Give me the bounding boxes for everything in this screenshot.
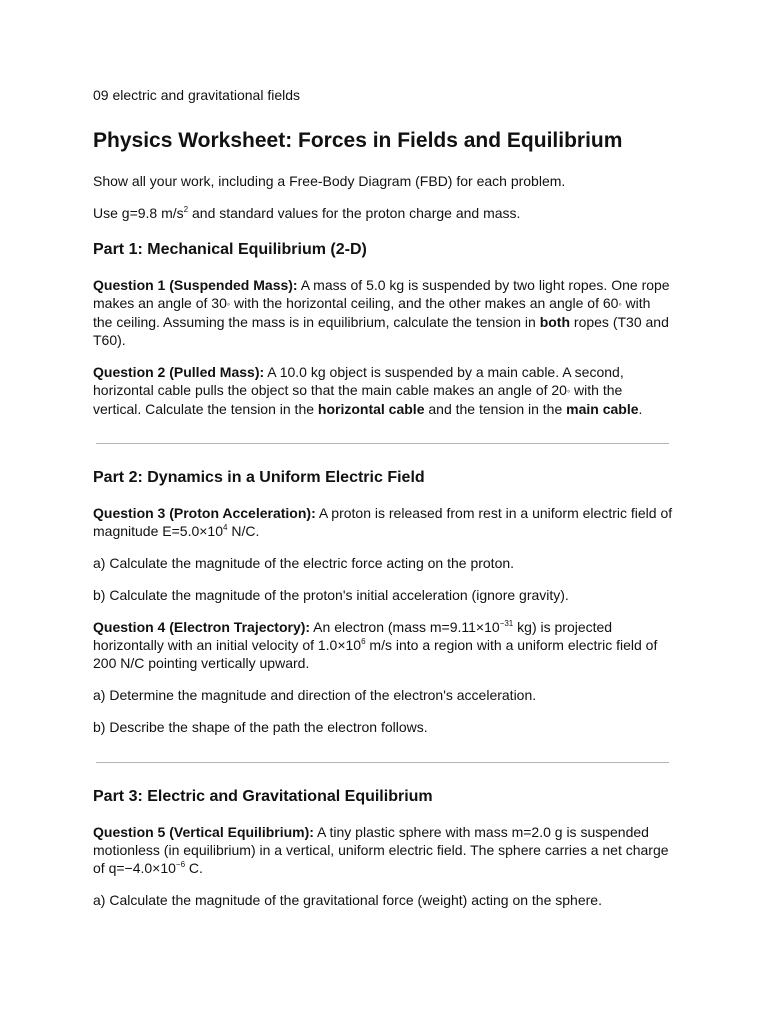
- question-5-text: C.: [185, 860, 203, 876]
- question-2-emphasis: horizontal cable: [317, 401, 425, 417]
- question-3-text: N/C.: [227, 523, 260, 539]
- question-5-text: A tiny plastic sphere with mass m=2.0 g is suspended motionless (in equilibrium) in a vertical, uniform electric field. The sphere carries a net charge of q=−4.0×10: [93, 824, 669, 876]
- question-4-part-b: b) Describe the shape of the path the electron follows.: [93, 719, 428, 735]
- section-divider: [96, 443, 669, 444]
- question-2-text: with the vertical. Calculate the tension in the: [93, 382, 623, 417]
- degree-symbol: ◦: [618, 299, 622, 309]
- part2-heading: Part 2: Dynamics in a Uniform Electric Field: [93, 469, 425, 486]
- part3-heading: Part 3: Electric and Gravitational Equilibrium: [93, 788, 433, 805]
- degree-symbol: ◦: [566, 386, 571, 396]
- section-divider: [96, 762, 669, 763]
- question-3-part-a: a) Calculate the magnitude of the electric force acting on the proton.: [93, 555, 515, 571]
- question-1-text: with the horizontal ceiling, and the other makes an angle of 60: [230, 295, 619, 311]
- question-4: [93, 618, 673, 672]
- question-3-label: Question 3 (Proton Acceleration):: [93, 505, 316, 521]
- question-1: [93, 276, 673, 349]
- question-3-part-b: b) Calculate the magnitude of the proton's initial acceleration (ignore gravity).: [93, 587, 569, 603]
- worksheet-page: [93, 86, 673, 909]
- question-4-text: An electron (mass m=9.11×10: [310, 619, 500, 635]
- document-label: 09 electric and gravitational fields: [93, 87, 301, 103]
- superscript: 2: [183, 205, 189, 214]
- intro-constants: [93, 204, 673, 222]
- question-4-part-a: a) Determine the magnitude and direction of the electron's acceleration.: [93, 687, 537, 703]
- question-1-text: with the ceiling. Assuming the mass is in equilibrium, calculate the tension in: [93, 295, 651, 330]
- superscript: −6: [175, 860, 186, 869]
- degree-symbol: ◦: [226, 299, 231, 309]
- question-4-text: kg) is projected horizontally with an initial velocity of 1.0×10: [93, 619, 613, 653]
- question-5-label: Question 5 (Vertical Equilibrium):: [93, 824, 314, 840]
- question-5-part-a: a) Calculate the magnitude of the gravitational force (weight) acting on the sphere.: [93, 892, 602, 908]
- question-1-emphasis: both: [539, 314, 571, 330]
- part1-heading: Part 1: Mechanical Equilibrium (2-D): [93, 241, 367, 258]
- page-title: Physics Worksheet: Forces in Fields and Equilibrium: [93, 129, 623, 152]
- question-3: [93, 504, 673, 540]
- superscript: 6: [361, 637, 366, 646]
- question-4-label: Question 4 (Electron Trajectory):: [93, 619, 311, 635]
- question-4-text: m/s into a region with a uniform electric field of 200 N/C pointing vertically upward.: [93, 637, 658, 671]
- question-5: [93, 823, 673, 877]
- question-2-label: Question 2 (Pulled Mass):: [93, 364, 265, 380]
- intro-constants-text: Use g=9.8 m/s: [93, 205, 184, 221]
- question-2-text: .: [638, 401, 643, 417]
- question-1-text: A mass of 5.0 kg is suspended by two light ropes. One rope makes an angle of 30: [93, 277, 670, 311]
- question-2-emphasis: main cable: [566, 401, 639, 417]
- intro-instructions: Show all your work, including a Free-Body Diagram (FBD) for each problem.: [93, 173, 566, 189]
- question-2-text: and the tension in the: [424, 401, 567, 417]
- superscript: −31: [499, 619, 514, 628]
- intro-constants-text: and standard values for the proton charge and mass.: [188, 205, 521, 221]
- superscript: 4: [223, 523, 228, 532]
- question-2-text: A 10.0 kg object is suspended by a main cable. A second, horizontal cable pulls the object so that the main cable makes an angle of 20: [93, 364, 624, 398]
- question-1-text: ropes (T30 and T60).: [93, 314, 669, 348]
- question-1-label: Question 1 (Suspended Mass):: [93, 277, 298, 293]
- question-3-text: A proton is released from rest in a uniform electric field of magnitude E=5.0×10: [93, 505, 673, 539]
- question-2: [93, 363, 673, 418]
